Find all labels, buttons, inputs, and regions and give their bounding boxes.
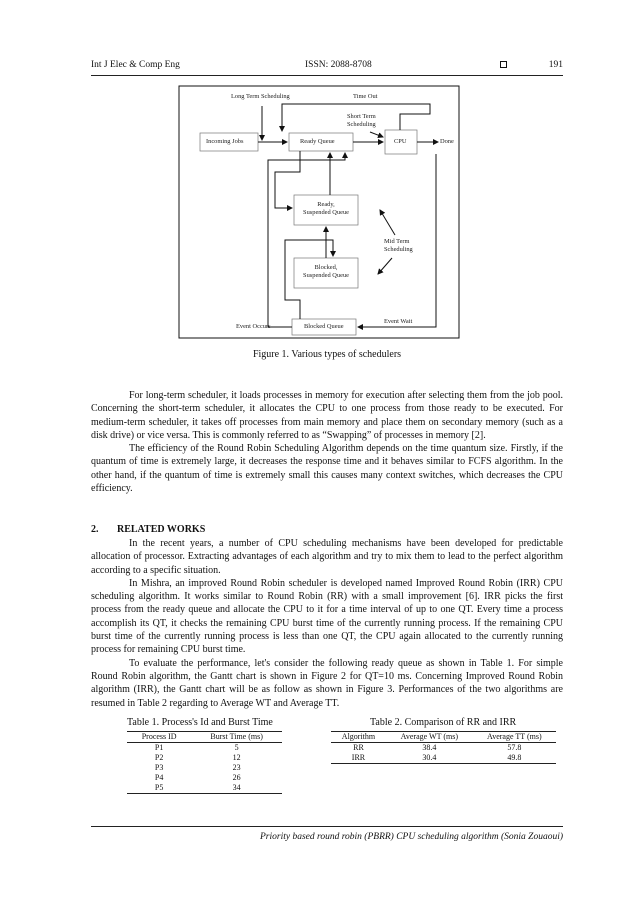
label-incoming-jobs: Incoming Jobs xyxy=(206,138,244,145)
table1-header: Process ID xyxy=(127,732,191,743)
table2-header: Average TT (ms) xyxy=(473,732,556,743)
label-event-wait: Event Wait xyxy=(384,318,413,325)
table-cell: 57.8 xyxy=(507,743,522,752)
table-row xyxy=(331,753,556,764)
paragraph: The efficiency of the Round Robin Scheduling Algorithm depends on the time quantum size. Firstly, if the quantum of time is extremely large, it decreases the response time and it behaves similar to FCFS algorithm. In the other hand, if the quantum of time is extremely small this causes many context switches, which decreases the CPU efficiency. xyxy=(91,443,563,495)
running-footer: Priority based round robin (PBRR) CPU scheduling algorithm (Sonia Zouaoui) xyxy=(259,832,563,842)
label-time-out: Time Out xyxy=(353,93,378,100)
scheduler-diagram xyxy=(0,0,638,360)
label-done: Done xyxy=(440,138,454,145)
scheduler-diagram-graphics xyxy=(0,0,638,360)
label-ready-queue: Ready Queue xyxy=(300,138,335,145)
label-event-occurs: Event Occurs xyxy=(236,323,271,330)
table-cell: RR xyxy=(353,743,364,752)
label-mid-term-line1: Mid Term xyxy=(384,238,410,245)
table1-header: Burst Time (ms) xyxy=(191,732,282,743)
label-cpu: CPU xyxy=(394,138,407,145)
table-cell: 34 xyxy=(191,783,282,794)
table2-header: Algorithm xyxy=(331,732,386,743)
table-cell: IRR xyxy=(331,753,386,764)
label-short-term xyxy=(347,113,383,129)
table-cell: 12 xyxy=(232,753,241,762)
table-cell: 23 xyxy=(232,763,241,772)
table-cell: 30.4 xyxy=(386,753,473,764)
label-blocked-suspended-line2: Suspended Queue xyxy=(303,272,349,279)
section-number: 2. xyxy=(91,524,99,535)
intro-paragraphs xyxy=(91,389,563,495)
table-cell: 49.8 xyxy=(473,753,556,764)
table1-caption: Table 1. Process's Id and Burst Time xyxy=(127,717,273,728)
table2-caption: Table 2. Comparison of RR and IRR xyxy=(370,717,517,728)
table-row xyxy=(127,743,282,754)
journal-name: Int J Elec & Comp Eng xyxy=(91,60,180,70)
page-number: 191 xyxy=(548,60,563,70)
table2 xyxy=(331,731,556,764)
paragraph: In the recent years, a number of CPU scheduling mechanisms have been developed for predictable allocation of processor. Extracting advantages of each algorithm and try to mix them to lead to the perfect algorithm according to a specific situation. xyxy=(91,538,563,576)
paragraph: To evaluate the performance, let's consider the following ready queue as shown in Table 1. For simple Round Robin algorithm, the Gantt chart is shown in Figure 2 for QT=10 ms. Concerning Improved Round Robin algorithm (IRR), the Gantt chart will be as follow as shown in Figure 3. Performances of the two algorithms are resumed in Table 2 regarding to Average WT and Average TT. xyxy=(91,657,563,709)
table-cell: 26 xyxy=(232,773,241,782)
table-row xyxy=(127,763,282,773)
label-blocked-queue: Blocked Queue xyxy=(304,323,344,330)
label-mid-term-line2: Scheduling xyxy=(384,246,413,253)
table-cell: P1 xyxy=(154,743,164,752)
table-cell: P5 xyxy=(127,783,191,794)
section-paragraphs xyxy=(91,537,563,710)
label-ready-suspended-line2: Suspended Queue xyxy=(303,209,349,216)
figure-caption: Figure 1. Various types of schedulers xyxy=(252,349,402,360)
paragraph: In Mishra, an improved Round Robin scheduler is developed named Improved Round Robin (IRR) CPU scheduling algorithm. It works similar to Round Robin (RR) with a small improvement [6]. IRR picks the first process from the ready queue and allocate the CPU to it for a time interval of up to one QT. Every time a process accomplish its QT, it checks the remaining CPU burst time of the currently running process. If the remaining CPU burst time of the currently running process is less than one QT, the CPU again allocated to the currently running process for remaining CPU burst time. xyxy=(91,577,563,656)
table1 xyxy=(127,731,282,794)
table-row xyxy=(127,783,282,794)
label-ready-suspended-line1: Ready, xyxy=(317,201,335,208)
footer-rule xyxy=(91,826,563,827)
table-cell: 5 xyxy=(234,743,239,752)
table-row xyxy=(331,743,556,754)
table-cell: 38.4 xyxy=(422,743,437,752)
section-heading xyxy=(91,524,205,535)
issn: ISSN: 2088-8708 xyxy=(305,60,372,70)
table2-header: Average WT (ms) xyxy=(386,732,473,743)
table-cell: P4 xyxy=(154,773,164,782)
section-title: RELATED WORKS xyxy=(117,524,206,535)
label-long-term: Long Term Scheduling xyxy=(231,93,290,100)
label-blocked-suspended-line1: Blocked, xyxy=(314,264,338,271)
table-row xyxy=(127,753,282,763)
table-cell: P2 xyxy=(154,753,164,762)
label-blocked-suspended xyxy=(294,264,358,280)
label-mid-term xyxy=(384,238,413,254)
table-cell: P3 xyxy=(154,763,164,772)
label-ready-suspended xyxy=(294,201,358,217)
label-short-term-text: Short Term Scheduling xyxy=(347,113,376,128)
paragraph: For long-term scheduler, it loads processes in memory for execution after selecting them from the job pool. Concerning the short-term scheduler, it allocates the CPU to one process from those ready to be executed. For medium-term scheduler, it takes off processes from main memory and place them on secondary memory (such as a disk drive) or vice versa. This is commonly referred to as “Swapping” of processes in memory [2]. xyxy=(91,390,563,441)
table-row xyxy=(127,773,282,783)
